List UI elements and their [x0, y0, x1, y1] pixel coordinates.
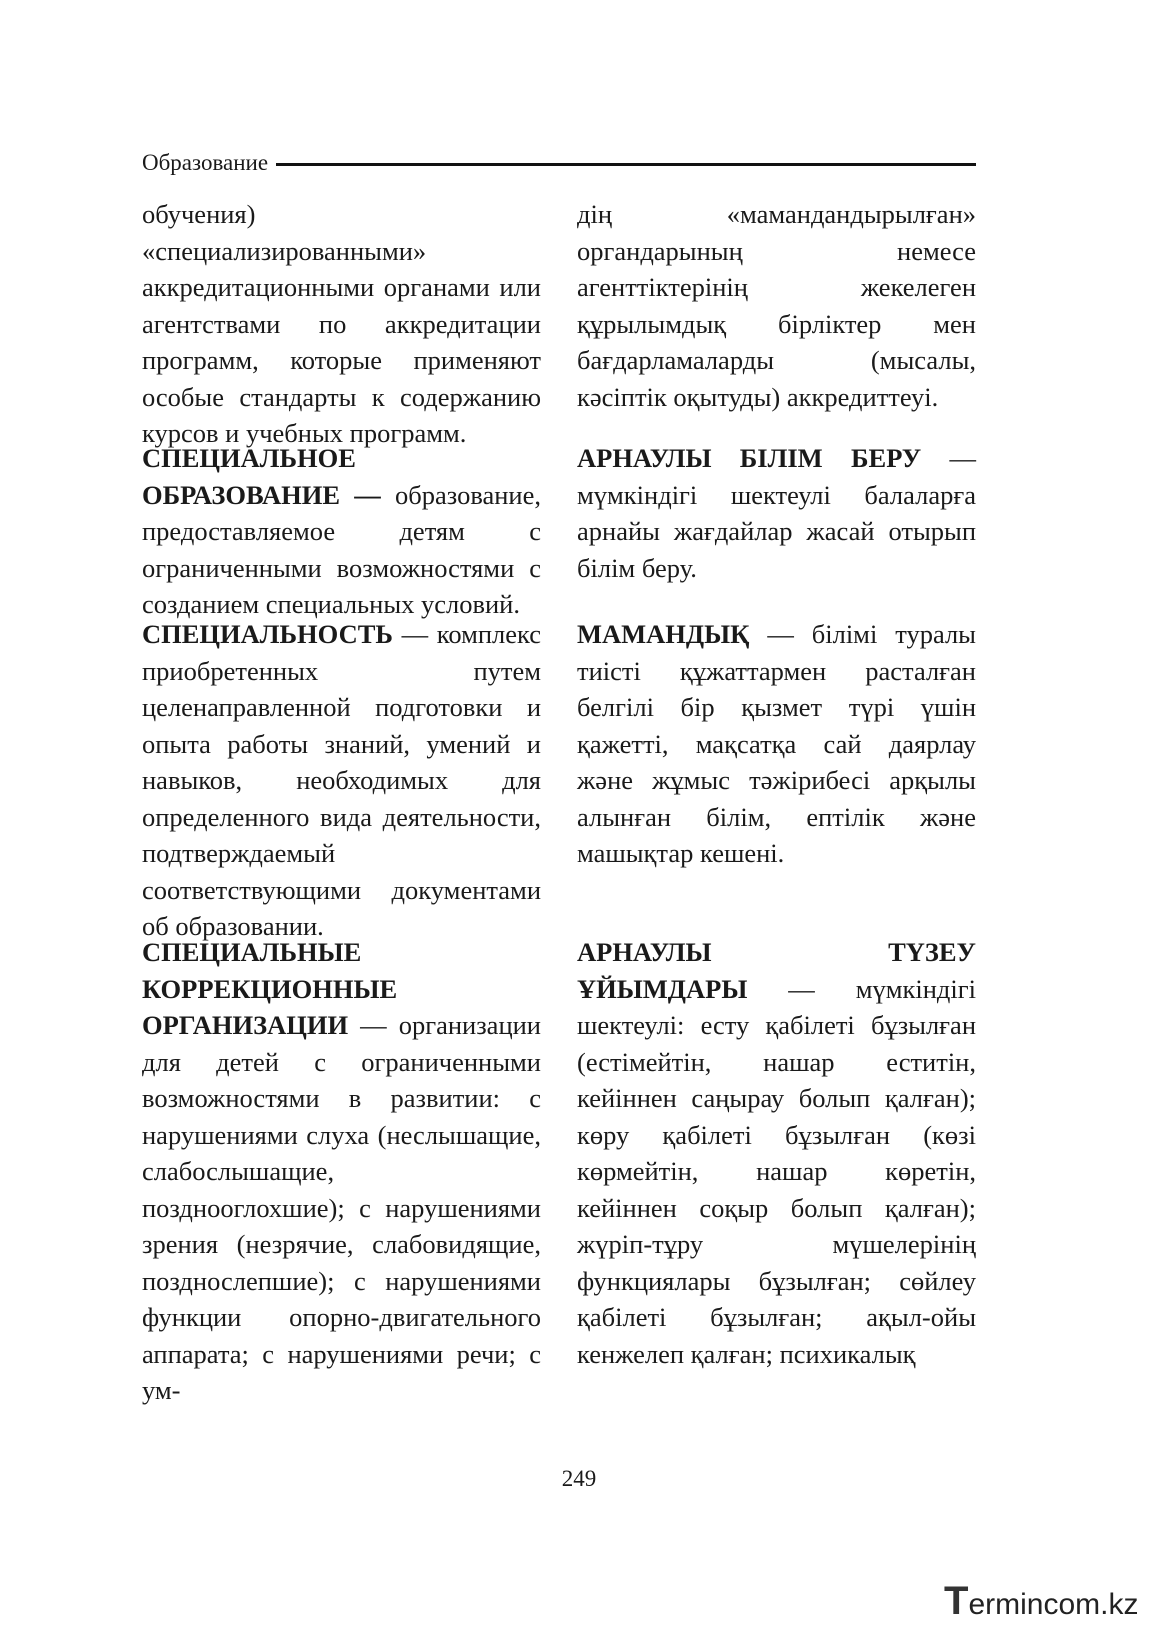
entry-continuation: [142, 196, 541, 452]
entry-text: — мүмкіндігі шектеулі: есту қабілеті бұзылған (естімейтін, нашар еститін, кейіннен саңырау болып қалған); көру қабілеті бұзылған (көзі көрмейтін, нашар көретін, кейіннен соқыр болып қалған); жүріп-тұру мүшелерінің функциялары бұзылған; сөйлеу қабілеті бұзылған; ақыл-ойы кенжелеп қалған; психикалық: [577, 973, 976, 1369]
watermark-rest: ermincom.kz: [968, 1588, 1139, 1621]
entry-speciality-kk: [577, 616, 976, 872]
entry-text: — комплекс приобретенных путем целенаправленной подготовки и опыта работы знаний, умений и навыков, необходимых для определенного вида деятельности, подтверждаемый соответствующими документами об образовании.: [142, 619, 541, 941]
entry-term: АРНАУЛЫ ТҮЗЕУ ҰЙЫМДАРЫ: [577, 937, 976, 1004]
entry-special-education-kk: [577, 440, 976, 586]
entry-text: дің «мамандандырылған» органдарының немесе агенттіктерінің жекелеген құрылымдық бірліктер мен бағдарламаларды (мысалы, кәсіптік оқытуды) аккредиттеуі.: [577, 199, 976, 412]
entry-text: — организации для детей с ограниченными возможностями в развитии: с нарушениями слуха (неслышащие, слабослышащие, позднооглохшие); с нарушениями зрения (незрячие, слабовидящие, позднослепшие); с нарушениями функции опорно-двигательного аппарата; с нарушениями речи; с ум-: [142, 1010, 541, 1405]
header-title: Образование: [142, 150, 269, 175]
entry-term: АРНАУЛЫ БІЛІМ БЕРУ: [577, 443, 922, 473]
entry-text: — білімі туралы тиісті құжаттармен расталған белгілі бір қызмет түрі үшін қажетті, мақсатқа сай даярлау және жұмыс тәжірибесі арқылы алынған білім, ептілік және машықтар кешені.: [577, 619, 976, 868]
left-column: [142, 196, 541, 1426]
page-number: 249: [561, 1466, 597, 1491]
entry-correctional-organizations-kk: [577, 934, 976, 1372]
entry-correctional-organizations: [142, 934, 541, 1409]
entry-continuation: [577, 196, 976, 415]
running-header: [142, 148, 976, 178]
entry-term: МАМАНДЫҚ: [577, 619, 750, 649]
watermark-text: [944, 1581, 1138, 1622]
entry-term: СПЕЦИАЛЬНОСТЬ: [142, 619, 393, 649]
entry-term: СПЕЦИАЛЬНОЕ ОБРАЗОВАНИЕ —: [142, 443, 381, 510]
entry-text: — мүмкіндігі шектеулі балаларға арнайы жағдайлар жасай отырып білім беру.: [577, 443, 977, 583]
entry-text: образование, предоставляемое детям с ограниченными возможностями с созданием специальных условий.: [142, 479, 541, 619]
watermark-initial: T: [944, 1579, 969, 1623]
header-rule: [276, 163, 976, 166]
entry-term: СПЕЦИАЛЬНЫЕ КОРРЕКЦИОННЫЕ ОРГАНИЗАЦИИ: [142, 937, 398, 1040]
site-watermark: [944, 1578, 1138, 1622]
entry-special-education: [142, 440, 541, 623]
right-column: [577, 196, 976, 1426]
entry-speciality: [142, 616, 541, 945]
entry-text: обучения) «специализированными» аккредитационными органами или агентствами по аккредитации программ, которые применяют особые стандарты к содержанию курсов и учебных программ.: [142, 199, 541, 448]
